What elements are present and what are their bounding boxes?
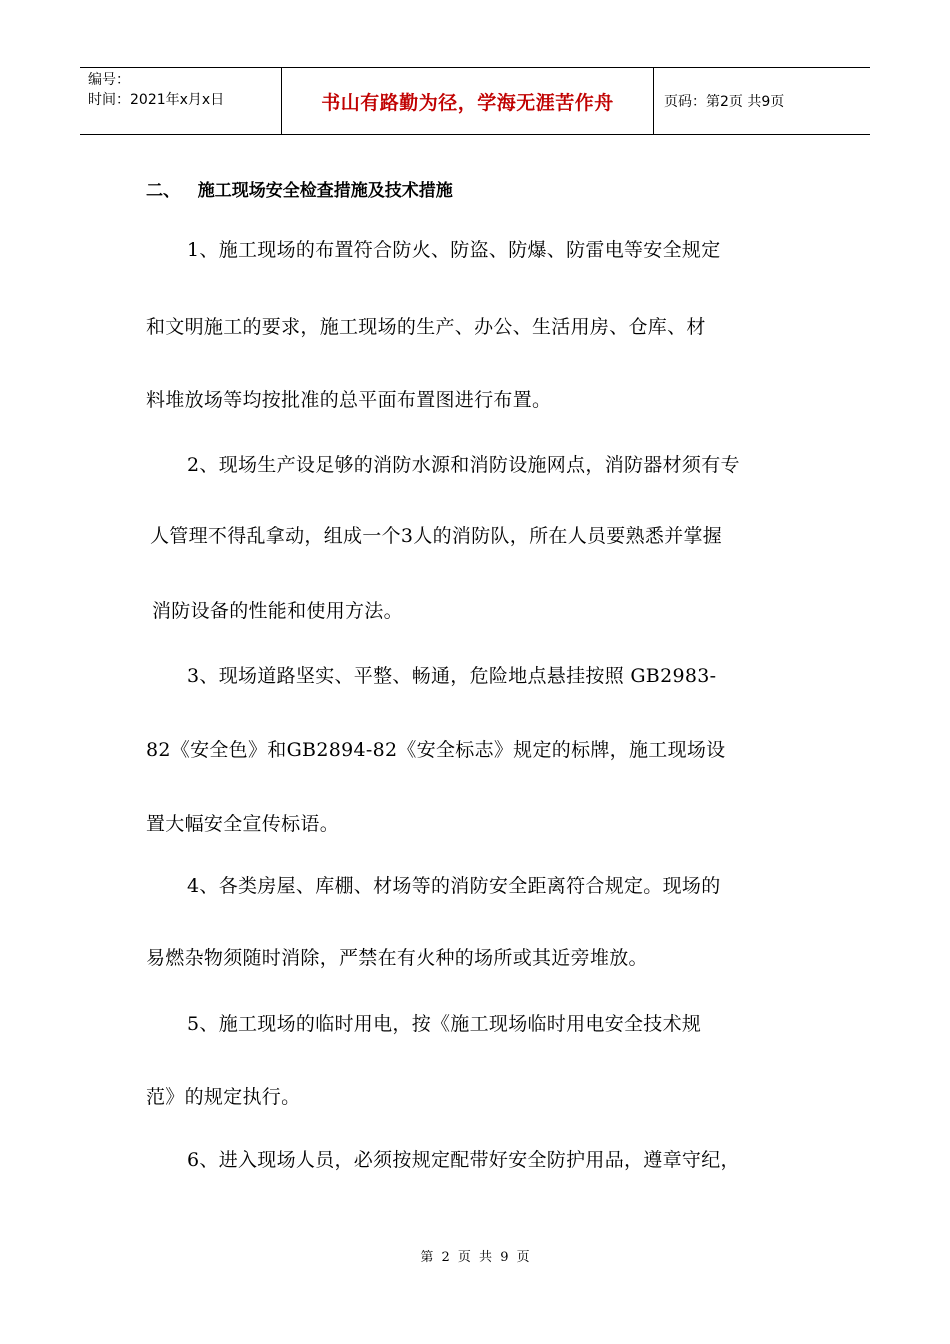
body-line: 1、施工现场的布置符合防火、防盗、防爆、防雷电等安全规定 bbox=[187, 239, 721, 261]
body-line: 范》的规定执行。 bbox=[146, 1086, 301, 1108]
body-line: 2、现场生产设足够的消防水源和消防设施网点，消防器材须有专 bbox=[187, 454, 740, 476]
body-line: 82《安全色》和GB2894-82《安全标志》规定的标牌，施工现场设 bbox=[146, 739, 726, 761]
body-line: 料堆放场等均按批准的总平面布置图进行布置。 bbox=[146, 389, 552, 411]
motto-text: 书山有路勤为径，学海无涯苦作舟 bbox=[321, 91, 614, 114]
header-page-cell bbox=[654, 68, 870, 134]
body-line: 5、施工现场的临时用电，按《施工现场临时用电安全技术规 bbox=[187, 1013, 702, 1035]
number-label: 编号： bbox=[88, 72, 130, 88]
body-line: 3、现场道路坚实、平整、畅通，危险地点悬挂按照 GB2983- bbox=[187, 665, 717, 687]
body-line: 人管理不得乱拿动，组成一个3人的消防队，所在人员要熟悉并掌握 bbox=[150, 525, 723, 547]
body-line: 消防设备的性能和使用方法。 bbox=[152, 600, 403, 622]
header-motto-cell bbox=[282, 68, 654, 134]
header-meta-cell bbox=[80, 68, 282, 134]
section-heading: 二、 施工现场安全检查措施及技术措施 bbox=[146, 181, 453, 201]
body-line: 6、进入现场人员，必须按规定配带好安全防护用品，遵章守纪， bbox=[187, 1149, 740, 1171]
body-line: 和文明施工的要求，施工现场的生产、办公、生活用房、仓库、材 bbox=[146, 316, 706, 338]
time-label: 时间：2021年x月x日 bbox=[88, 92, 225, 108]
body-line: 4、各类房屋、库棚、材场等的消防安全距离符合规定。现场的 bbox=[187, 875, 721, 897]
body-line: 易燃杂物须随时消除，严禁在有火种的场所或其近旁堆放。 bbox=[146, 947, 648, 969]
page-code: 页码：第2页 共9页 bbox=[664, 94, 785, 110]
document-header bbox=[80, 67, 870, 135]
page-footer: 第 2 页 共 9 页 bbox=[420, 1250, 530, 1265]
body-line: 置大幅安全宣传标语。 bbox=[146, 813, 340, 835]
